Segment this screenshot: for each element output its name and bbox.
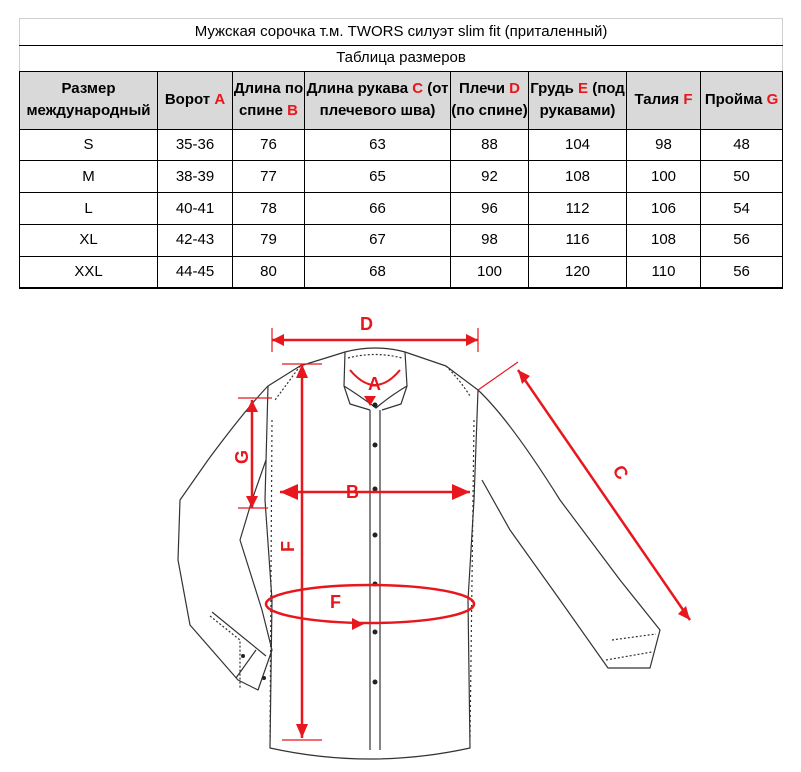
shirt-body-outline [265,352,478,759]
header-collar-label: Ворот [164,91,211,109]
table-cell: 50 [701,161,783,193]
table-subtitle: Таблица размеров [20,45,783,72]
header-sleeve-length-line1: Длина рукава [306,80,409,98]
table-cell: 92 [451,161,529,193]
header-size [20,72,158,129]
table-cell: 100 [627,161,701,193]
label-g: G [232,449,252,464]
table-cell: M [20,161,158,193]
header-collar [158,72,233,129]
header-shoulders-line1: Плечи [458,80,505,98]
table-cell: 116 [529,224,627,256]
header-waist [627,72,701,129]
table-cell: 56 [701,256,783,288]
header-sleeve-length [305,72,451,129]
table-cell: 67 [305,224,451,256]
header-waist-key: F [683,91,693,109]
header-chest-line1: Грудь [530,80,574,98]
table-cell: 56 [701,224,783,256]
table-cell: 104 [529,129,627,161]
label-f-waist: F [330,592,341,612]
table-cell: 63 [305,129,451,161]
table-cell: L [20,193,158,225]
table-cell: 42-43 [158,224,233,256]
right-sleeve [478,390,660,668]
table-cell: 98 [627,129,701,161]
header-chest-line1b: (под [592,80,625,98]
left-sleeve [178,386,272,690]
label-f-length: F [278,541,298,552]
header-shoulders [451,72,529,129]
header-collar-key: A [214,91,226,109]
table-cell: XL [20,224,158,256]
header-armhole-label: Пройма [704,91,763,109]
header-sleeve-length-line2: плечевого шва) [319,102,436,120]
table-cell: 108 [627,224,701,256]
table-cell: 108 [529,161,627,193]
header-chest [529,72,627,129]
table-cell: 76 [233,129,305,161]
table-cell: 66 [305,193,451,225]
table-row [20,161,783,193]
table-cell: 112 [529,193,627,225]
header-back-length-line1: Длина по [233,80,304,98]
table-title: Мужская сорочка т.м. TWORS силуэт slim fit (приталенный) [20,19,783,46]
table-cell: 100 [451,256,529,288]
header-shoulders-key: D [509,80,521,98]
header-back-length [233,72,305,129]
header-sleeve-length-key: C [412,80,424,98]
table-cell: 106 [627,193,701,225]
label-c: C [608,461,633,484]
table-cell: 48 [701,129,783,161]
table-cell: S [20,129,158,161]
table-body [20,129,783,288]
shirt-diagram [0,290,801,772]
label-a: A [368,374,381,394]
table-cell: 78 [233,193,305,225]
table-cell: 65 [305,161,451,193]
table-cell: 96 [451,193,529,225]
header-size-line2: международный [26,102,151,120]
table-cell: 120 [529,256,627,288]
header-armhole-key: G [766,91,779,109]
table-cell: 54 [701,193,783,225]
table-cell: 44-45 [158,256,233,288]
table-row [20,129,783,161]
header-waist-label: Талия [634,91,680,109]
size-table [19,18,783,289]
table-cell: 38-39 [158,161,233,193]
table-cell: 88 [451,129,529,161]
table-cell: 80 [233,256,305,288]
header-size-line1: Размер [61,80,116,98]
table-row [20,193,783,225]
table-cell: 98 [451,224,529,256]
shirt-buttons [241,403,378,685]
table-cell: 110 [627,256,701,288]
label-b: B [346,482,359,502]
header-chest-line2: рукавами) [539,102,616,120]
table-cell: 68 [305,256,451,288]
table-row [20,256,783,288]
header-armhole [701,72,783,129]
table-cell: XXL [20,256,158,288]
table-cell: 35-36 [158,129,233,161]
header-chest-key: E [578,80,589,98]
table-cell: 40-41 [158,193,233,225]
table-cell: 79 [233,224,305,256]
table-row [20,224,783,256]
header-back-length-line2: спине [238,102,283,120]
label-d: D [360,314,373,334]
header-back-length-key: B [287,102,299,120]
table-cell: 77 [233,161,305,193]
header-shoulders-line2: (по спине) [451,102,528,120]
header-sleeve-length-line1b: (от [427,80,449,98]
